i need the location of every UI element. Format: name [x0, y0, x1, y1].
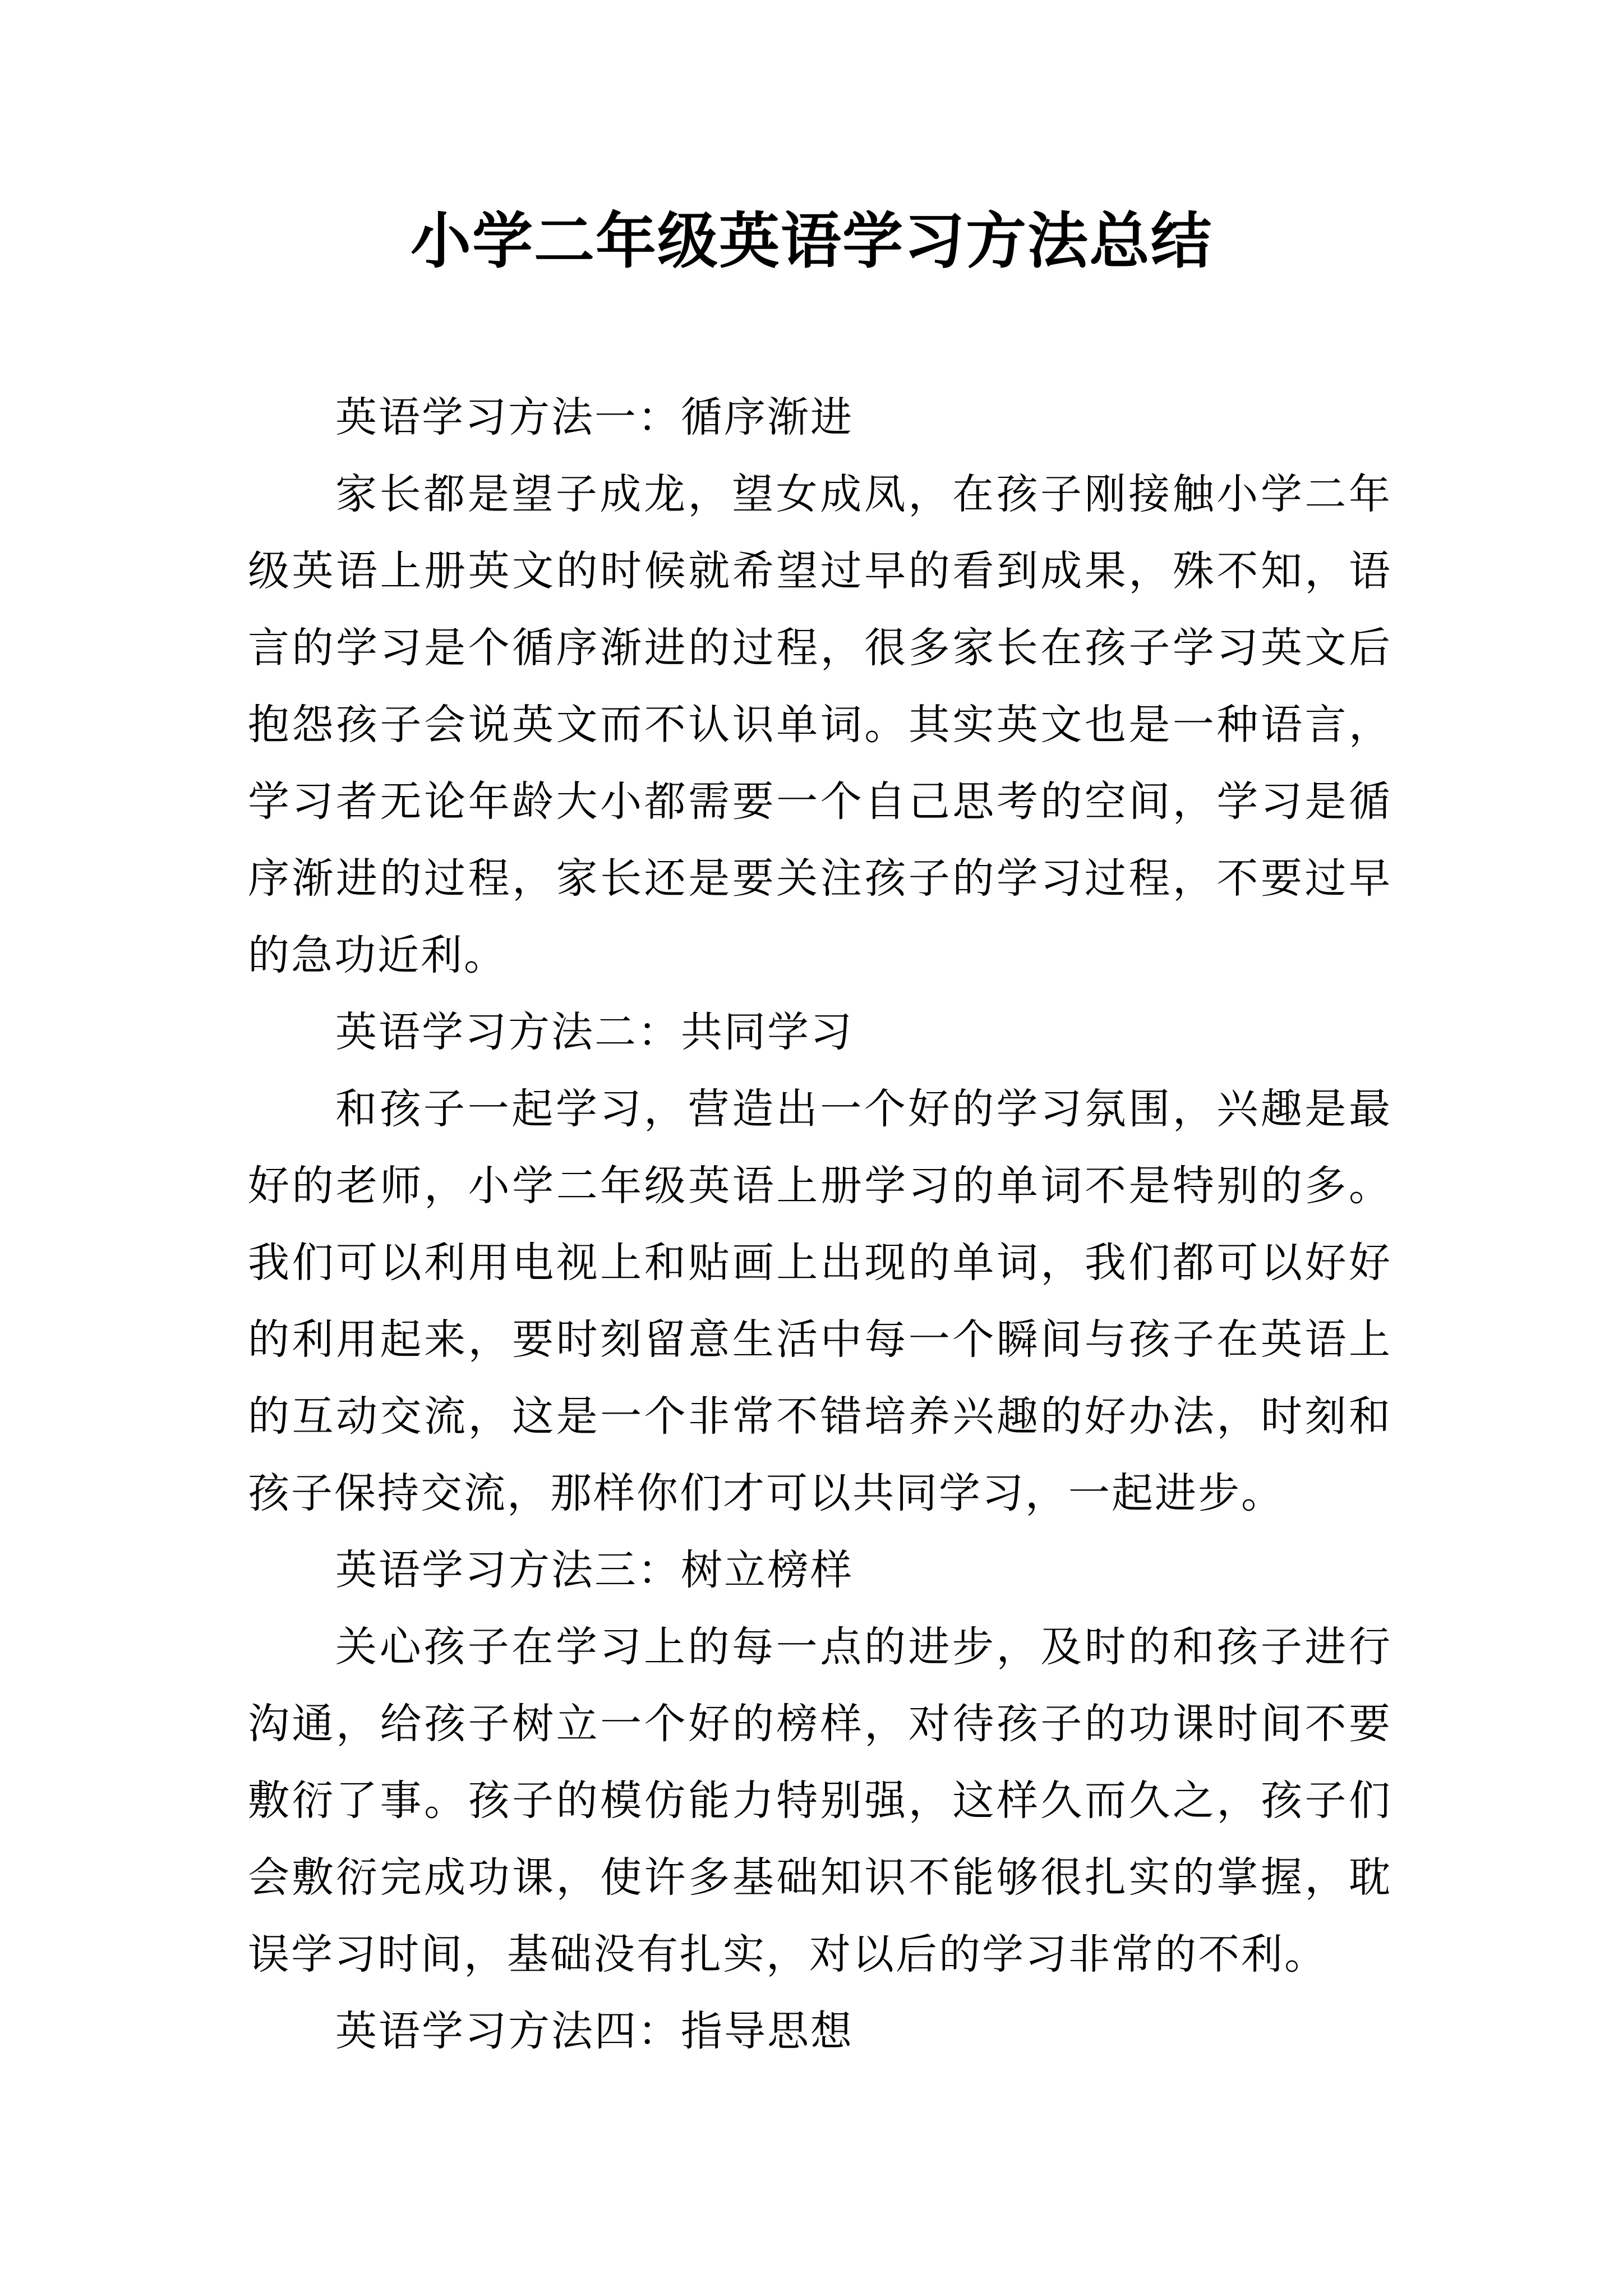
section-heading-4: 英语学习方法四：指导思想 [335, 2007, 854, 2055]
document-title: 小学二年级英语学习方法总结 [410, 206, 1212, 277]
section-heading-3: 英语学习方法三：树立榜样 [335, 1546, 854, 1594]
section-paragraph-1: 家长都是望子成龙，望女成凤，在孩子刚接触小学二年级英语上册英文的时候就希望过早的看到成果，殊不知，语言的学习是个循序渐进的过程，很多家长在孩子学习英文后抱怨孩子会说英文而不认识单词。其实英文也是一种语言，学习者无论年龄大小都需要一个自己思考的空间，学习是循序渐进的过程，家长还是要关注孩子的学习过程，不要过早的急功近利。 [248, 470, 1392, 979]
section-heading-2: 英语学习方法二：共同学习 [335, 1008, 854, 1056]
document-body [248, 379, 1392, 2070]
section-paragraph-3: 关心孩子在学习上的每一点的进步，及时的和孩子进行沟通，给孩子树立一个好的榜样，对待孩子的功课时间不要敷衍了事。孩子的模仿能力特别强，这样久而久之，孩子们会敷衍完成功课，使许多基础知识不能够很扎实的掌握，耽误学习时间，基础没有扎实，对以后的学习非常的不利。 [248, 1623, 1392, 1978]
section-heading-1: 英语学习方法一：循序渐进 [335, 393, 854, 441]
section-paragraph-2: 和孩子一起学习，营造出一个好的学习氛围，兴趣是最好的老师，小学二年级英语上册学习的单词不是特别的多。我们可以利用电视上和贴画上出现的单词，我们都可以好好的利用起来，要时刻留意生活中每一个瞬间与孩子在英语上的互动交流，这是一个非常不错培养兴趣的好办法，时刻和孩子保持交流，那样你们才可以共同学习，一起进步。 [248, 1085, 1392, 1517]
